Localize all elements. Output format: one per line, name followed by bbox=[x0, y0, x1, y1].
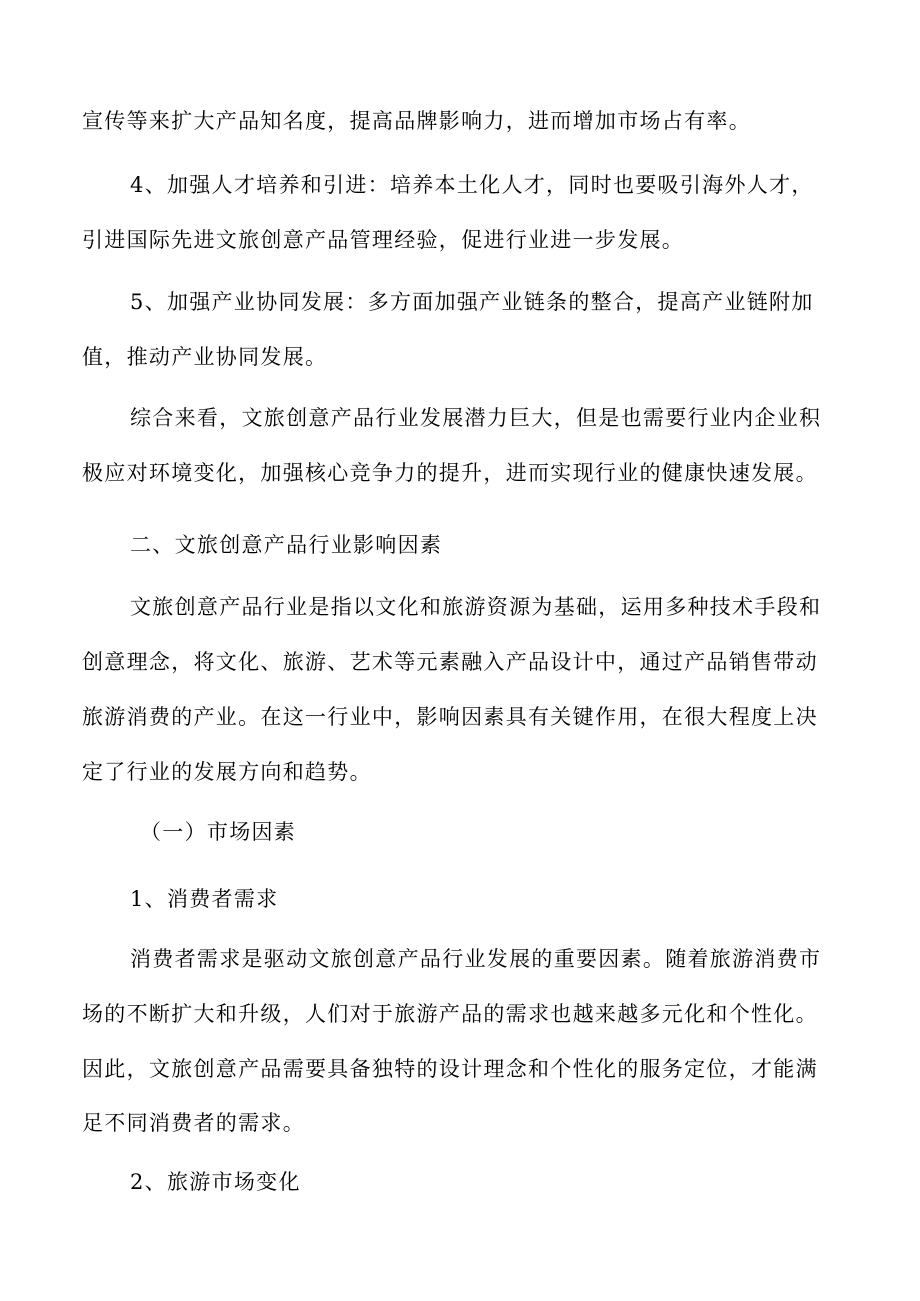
paragraph-line: 文旅创意产品行业是指以文化和旅游资源为基础，运用多种技术手段和 bbox=[130, 595, 822, 619]
paragraph-line: 消费者需求是驱动文旅创意产品行业发展的重要因素。随着旅游消费市 bbox=[130, 947, 822, 971]
paragraph-line: 创意理念，将文化、旅游、艺术等元素融入产品设计中，通过产品销售带动 bbox=[82, 650, 818, 674]
item-heading: 2、旅游市场变化 bbox=[130, 1170, 301, 1194]
paragraph-line: 综合来看，文旅创意产品行业发展潜力巨大，但是也需要行业内企业积 bbox=[130, 406, 822, 430]
section-heading: 二、文旅创意产品行业影响因素 bbox=[130, 533, 443, 557]
paragraph-line: 因此，文旅创意产品需要具备独特的设计理念和个性化的服务定位，才能满 bbox=[82, 1057, 818, 1081]
paragraph-line: 定了行业的发展方向和趋势。 bbox=[82, 760, 372, 784]
subsection-heading: （一）市场因素 bbox=[140, 820, 297, 844]
paragraph-line: 5、加强产业协同发展：多方面加强产业链条的整合，提高产业链附加 bbox=[130, 290, 814, 314]
paragraph-line: 4、加强人才培养和引进：培养本土化人才，同时也要吸引海外人才， bbox=[130, 173, 814, 197]
paragraph-line: 旅游消费的产业。在这一行业中，影响因素具有关键作用，在很大程度上决 bbox=[82, 705, 818, 729]
paragraph-line: 值，推动产业协同发展。 bbox=[82, 345, 328, 369]
paragraph-line: 场的不断扩大和升级，人们对于旅游产品的需求也越来越多元化和个性化。 bbox=[82, 1002, 818, 1026]
paragraph-line: 足不同消费者的需求。 bbox=[82, 1111, 305, 1135]
paragraph-line: 宣传等来扩大产品知名度，提高品牌影响力，进而增加市场占有率。 bbox=[82, 109, 751, 133]
paragraph-line: 极应对环境变化，加强核心竞争力的提升，进而实现行业的健康快速发展。 bbox=[82, 461, 818, 485]
item-heading: 1、消费者需求 bbox=[130, 887, 279, 911]
paragraph-line: 引进国际先进文旅创意产品管理经验，促进行业进一步发展。 bbox=[82, 228, 685, 252]
